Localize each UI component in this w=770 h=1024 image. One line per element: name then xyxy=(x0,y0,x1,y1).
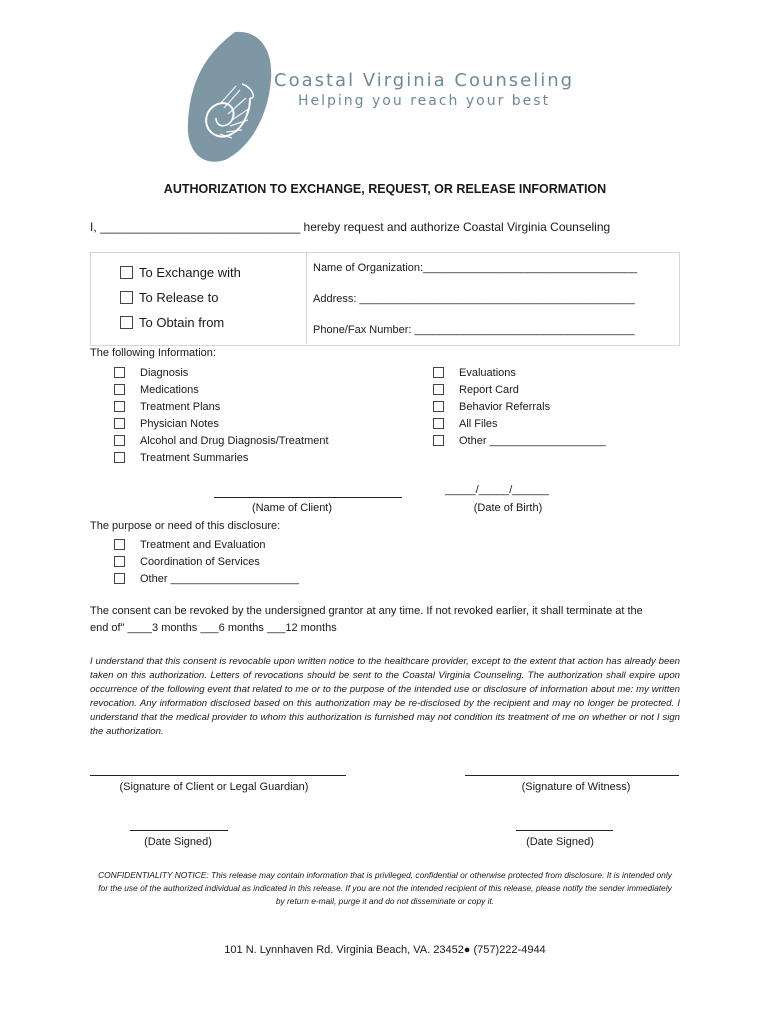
action-label: To Obtain from xyxy=(139,315,225,330)
dob-label: (Date of Birth) xyxy=(473,502,543,514)
purpose-list xyxy=(114,536,299,587)
list-item[interactable] xyxy=(433,432,606,449)
list-item-label: Physician Notes xyxy=(140,417,219,430)
info-checkbox[interactable] xyxy=(433,384,444,395)
info-left-list xyxy=(114,364,329,466)
list-item-label: All Files xyxy=(459,417,498,430)
list-item[interactable] xyxy=(433,398,606,415)
info-checkbox[interactable] xyxy=(433,418,444,429)
info-checkbox[interactable] xyxy=(114,367,125,378)
list-item[interactable] xyxy=(114,364,329,381)
intro-line: I, ______________________________ hereby request and authorize Coastal Virginia Counseling xyxy=(90,220,611,234)
witness-signature-label: (Signature of Witness) xyxy=(521,781,631,793)
action-label: To Exchange with xyxy=(139,265,241,280)
info-checkbox[interactable] xyxy=(433,401,444,412)
client-date-line[interactable] xyxy=(130,830,228,831)
list-item[interactable] xyxy=(114,570,299,587)
release-checkbox[interactable] xyxy=(120,291,133,304)
logo xyxy=(180,28,290,168)
list-item[interactable] xyxy=(433,381,606,398)
exchange-checkbox[interactable] xyxy=(120,266,133,279)
consent-duration: end of" ____3 months ___6 months ___12 months xyxy=(90,622,337,634)
phone-fax-field[interactable]: Phone/Fax Number: ____________________________________ xyxy=(313,324,635,336)
list-item-label: Coordination of Services xyxy=(140,555,260,568)
org-name-field[interactable]: Name of Organization:___________________________________ xyxy=(313,262,638,274)
info-checkbox[interactable] xyxy=(114,452,125,463)
purpose-label: The purpose or need of this disclosure: xyxy=(90,520,281,532)
client-date-label: (Date Signed) xyxy=(144,836,212,848)
page-title: AUTHORIZATION TO EXCHANGE, REQUEST, OR RELEASE INFORMATION xyxy=(163,182,607,196)
list-item-label: Other ___________________ xyxy=(459,434,606,447)
list-item[interactable] xyxy=(114,415,329,432)
list-item-label: Diagnosis xyxy=(140,366,189,379)
list-item-label: Report Card xyxy=(459,383,519,396)
list-item-label: Alcohol and Drug Diagnosis/Treatment xyxy=(140,434,329,447)
action-option[interactable] xyxy=(120,265,241,280)
action-label: To Release to xyxy=(139,290,219,305)
client-signature-line[interactable] xyxy=(90,775,346,776)
action-option[interactable] xyxy=(120,290,219,305)
box-divider xyxy=(306,252,307,344)
dob-field[interactable]: _____/_____/______ xyxy=(445,484,549,496)
list-item[interactable] xyxy=(114,398,329,415)
list-item-label: Evaluations xyxy=(459,366,516,379)
info-checkbox[interactable] xyxy=(114,384,125,395)
purpose-checkbox[interactable] xyxy=(114,573,125,584)
list-item[interactable] xyxy=(114,381,329,398)
info-checkbox[interactable] xyxy=(433,367,444,378)
list-item[interactable] xyxy=(433,364,606,381)
list-item[interactable] xyxy=(114,449,329,466)
org-name: Coastal Virginia Counseling xyxy=(274,70,575,91)
confidentiality-notice: CONFIDENTIALITY NOTICE: This release may contain information that is privileged, confidential or otherwise protected from disclosure. It is intended only for the use of the authorized individual as indicated in this release. If you are not the intended recipient of this release, please notify the sender immediately by return e-mail, purge it and do not disseminate or copy it. xyxy=(98,870,672,906)
info-label: The following Information: xyxy=(90,347,216,359)
purpose-checkbox[interactable] xyxy=(114,556,125,567)
revocation-paragraph: I understand that this consent is revocable upon written notice to the healthcare provider, except to the extent that action has already been taken on this authorization. Letters of revocations should be sent to the Coastal Virginia Counseling. The authorization shall expire upon occurrence of the following event that related to me or to the purpose of the intended use or disclosure of information about me: my written revocation. Any information disclosed based on this authorization may be re-disclosed by the recipient and may no longer be protected. I understand that the medical provider to whom this authorization is furnished may not condition its treatment of me on whether or not I sign the authorization. xyxy=(90,656,680,737)
tagline: Helping you reach your best xyxy=(298,93,551,109)
footer-address: 101 N. Lynnhaven Rd. Virginia Beach, VA. 23452● (757)222-4944 xyxy=(224,944,546,956)
list-item-label: Treatment Plans xyxy=(140,400,221,413)
info-checkbox[interactable] xyxy=(114,418,125,429)
consent-text: The consent can be revoked by the undersigned grantor at any time. If not revoked earlier, it shall terminate at the xyxy=(90,605,643,617)
list-item[interactable] xyxy=(433,415,606,432)
list-item-label: Other _____________________ xyxy=(140,572,300,585)
action-option[interactable] xyxy=(120,315,224,330)
witness-date-line[interactable] xyxy=(516,830,613,831)
nautilus-shell-icon xyxy=(180,28,290,168)
info-right-list xyxy=(433,364,606,449)
witness-date-label: (Date Signed) xyxy=(526,836,594,848)
list-item-label: Medications xyxy=(140,383,199,396)
list-item[interactable] xyxy=(114,536,299,553)
info-checkbox[interactable] xyxy=(114,435,125,446)
purpose-checkbox[interactable] xyxy=(114,539,125,550)
client-signature-label: (Signature of Client or Legal Guardian) xyxy=(119,781,309,793)
client-name-label: (Name of Client) xyxy=(251,502,333,514)
client-name-line[interactable] xyxy=(214,497,402,498)
list-item[interactable] xyxy=(114,553,299,570)
obtain-checkbox[interactable] xyxy=(120,316,133,329)
info-checkbox[interactable] xyxy=(433,435,444,446)
list-item-label: Treatment and Evaluation xyxy=(140,538,266,551)
witness-signature-line[interactable] xyxy=(465,775,679,776)
list-item[interactable] xyxy=(114,432,329,449)
address-field[interactable]: Address: _____________________________________________ xyxy=(313,293,635,305)
info-checkbox[interactable] xyxy=(114,401,125,412)
list-item-label: Behavior Referrals xyxy=(459,400,551,413)
list-item-label: Treatment Summaries xyxy=(140,451,249,464)
